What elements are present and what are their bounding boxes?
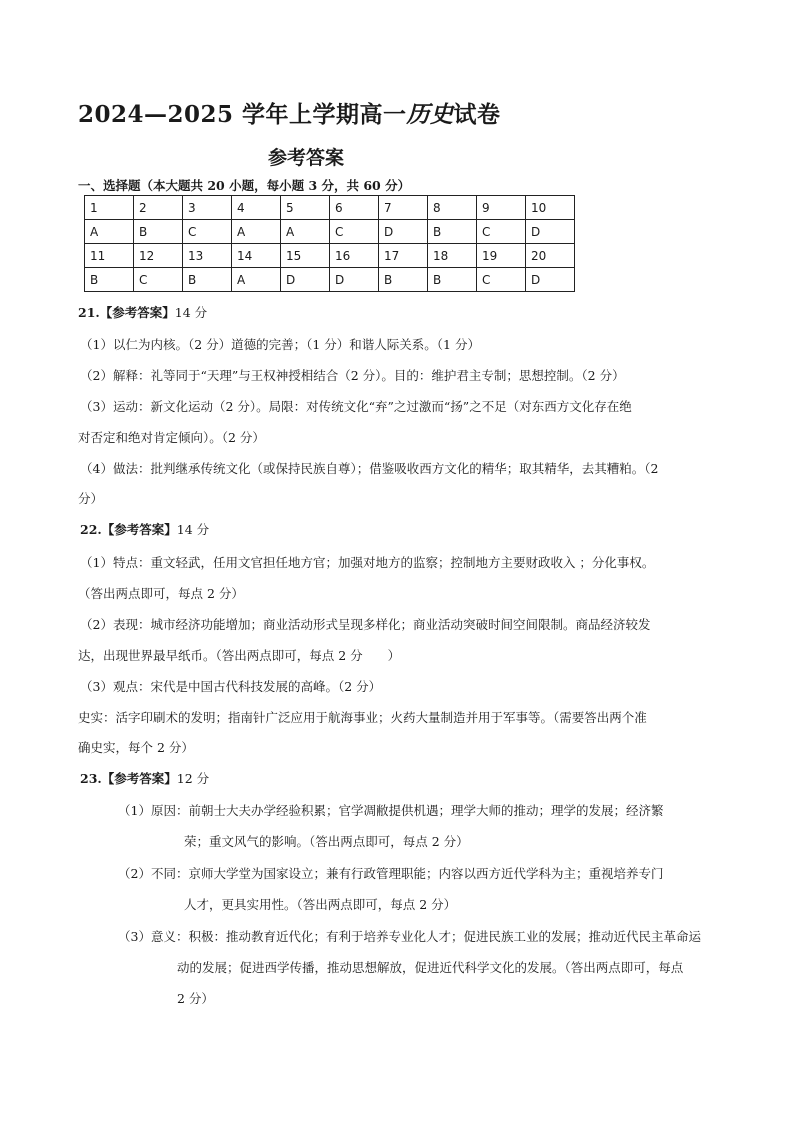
q21-line: （1）以仁为内核。（2 分）道德的完善；（1 分）和谐人际关系。（1 分） [80,337,480,352]
q23-label: 【参考答案】 [101,771,177,786]
answer-cell: C [477,220,526,244]
q21-heading [78,305,207,321]
question-number-cell: 19 [477,244,526,268]
answer-cell: C [134,268,183,292]
q22-line: 史实：活字印刷术的发明；指南针广泛应用于航海事业；火药大量制造并用于军事等。（需要答出两个准 [78,710,647,725]
q23-line: （3）意义：积极：推动教育近代化；有利于培养专业化人才；促进民族工业的发展；推动近代民主革命运 [118,929,701,944]
question-number-cell: 17 [379,244,428,268]
q22-line: （1）特点：重文轻武，任用文官担任地方官；加强对地方的监察；控制地方主要财政收入 ；分化事权。 [80,555,655,570]
answer-cell: D [526,268,575,292]
page-title [78,96,501,129]
question-number-cell: 20 [526,244,575,268]
q21-score: 14 分 [174,305,208,320]
question-number-cell: 7 [379,196,428,220]
q23-heading [80,771,209,787]
question-number-cell: 11 [85,244,134,268]
section1-heading: 一、选择题（本大题共 20 小题，每小题 3 分，共 60 分） [78,178,411,193]
q22-score: 14 分 [176,522,210,537]
q23-line: （1）原因：前朝士大夫办学经验积累；官学凋敝提供机遇；理学大师的推动；理学的发展；经济繁 [118,803,664,818]
answer-table [84,195,575,292]
answer-cell: D [330,268,379,292]
answer-cell: A [232,268,281,292]
answer-cell: C [330,220,379,244]
title-prefix: 2024—2025 学年上学期高一 [78,101,407,128]
question-number-cell: 13 [183,244,232,268]
q22-number: 22. [80,522,102,537]
question-number-cell: 10 [526,196,575,220]
q22-line: （2）表现：城市经济功能增加；商业活动形式呈现多样化；商业活动突破时间空间限制。商品经济较发 [80,617,651,632]
q22-heading [80,522,209,538]
q21-line: 分） [78,491,104,506]
q22-label: 【参考答案】 [101,522,177,537]
question-number-cell: 3 [183,196,232,220]
q23-number: 23. [80,771,102,786]
q23-line: 荣；重文风气的影响。（答出两点即可，每点 2 分） [184,834,469,849]
answer-cell: A [85,220,134,244]
q22-line: （答出两点即可，每点 2 分） [78,586,244,601]
question-number-cell: 12 [134,244,183,268]
answer-cell: C [183,220,232,244]
q23-score: 12 分 [176,771,210,786]
answer-cell: B [428,220,477,244]
question-number-row [85,244,575,268]
q22-line: （3）观点：宋代是中国古代科技发展的高峰。（2 分） [80,679,382,694]
question-number-cell: 1 [85,196,134,220]
answer-cell: D [281,268,330,292]
q23-line: （2）不同：京师大学堂为国家设立；兼有行政管理职能；内容以西方近代学科为主；重视培养专门 [118,866,664,881]
question-number-cell: 15 [281,244,330,268]
question-number-cell: 2 [134,196,183,220]
q22-line: 达，出现世界最早纸币。（答出两点即可，每点 2 分 ） [78,648,401,663]
question-number-cell: 16 [330,244,379,268]
answer-cell: D [526,220,575,244]
title-suffix: 试卷 [453,101,501,128]
q21-line: （4）做法：批判继承传统文化（或保持民族自尊）；借鉴吸收西方文化的精华；取其精华，去其糟粕。（2 [80,461,659,476]
answer-cell: C [477,268,526,292]
question-number-row [85,196,575,220]
title-subject: 历史 [406,101,454,128]
question-number-cell: 9 [477,196,526,220]
answer-cell: B [379,268,428,292]
question-number-cell: 6 [330,196,379,220]
answer-cell: D [379,220,428,244]
question-number-cell: 5 [281,196,330,220]
answer-cell: B [428,268,477,292]
q21-line: 对否定和绝对肯定倾向）。（2 分） [78,430,265,445]
q23-line: 2 分） [177,991,214,1006]
question-number-cell: 8 [428,196,477,220]
question-number-cell: 14 [232,244,281,268]
q21-label: 【参考答案】 [99,305,175,320]
q23-line: 动的发展；促进西学传播，推动思想解放，促进近代科学文化的发展。（答出两点即可，每点 [177,960,684,975]
answer-cell: A [281,220,330,244]
answer-cell: B [85,268,134,292]
answer-cell: B [183,268,232,292]
question-number-cell: 4 [232,196,281,220]
q22-line: 确史实，每个 2 分） [78,740,194,755]
answer-cell: A [232,220,281,244]
question-number-cell: 18 [428,244,477,268]
q21-line: （2）解释：礼等同于“天理”与王权神授相结合（2 分）。目的：维护君主专制；思想控制。（2 分） [80,368,625,383]
q21-number: 21. [78,305,100,320]
answer-row [85,220,575,244]
page-subtitle: 参考答案 [268,147,345,169]
q23-line: 人才，更具实用性。（答出两点即可，每点 2 分） [184,897,457,912]
q21-line: （3）运动：新文化运动（2 分）。局限：对传统文化“弃”之过激而“扬”之不足（对东西方文化存在绝 [80,399,632,414]
answer-row [85,268,575,292]
answer-cell: B [134,220,183,244]
